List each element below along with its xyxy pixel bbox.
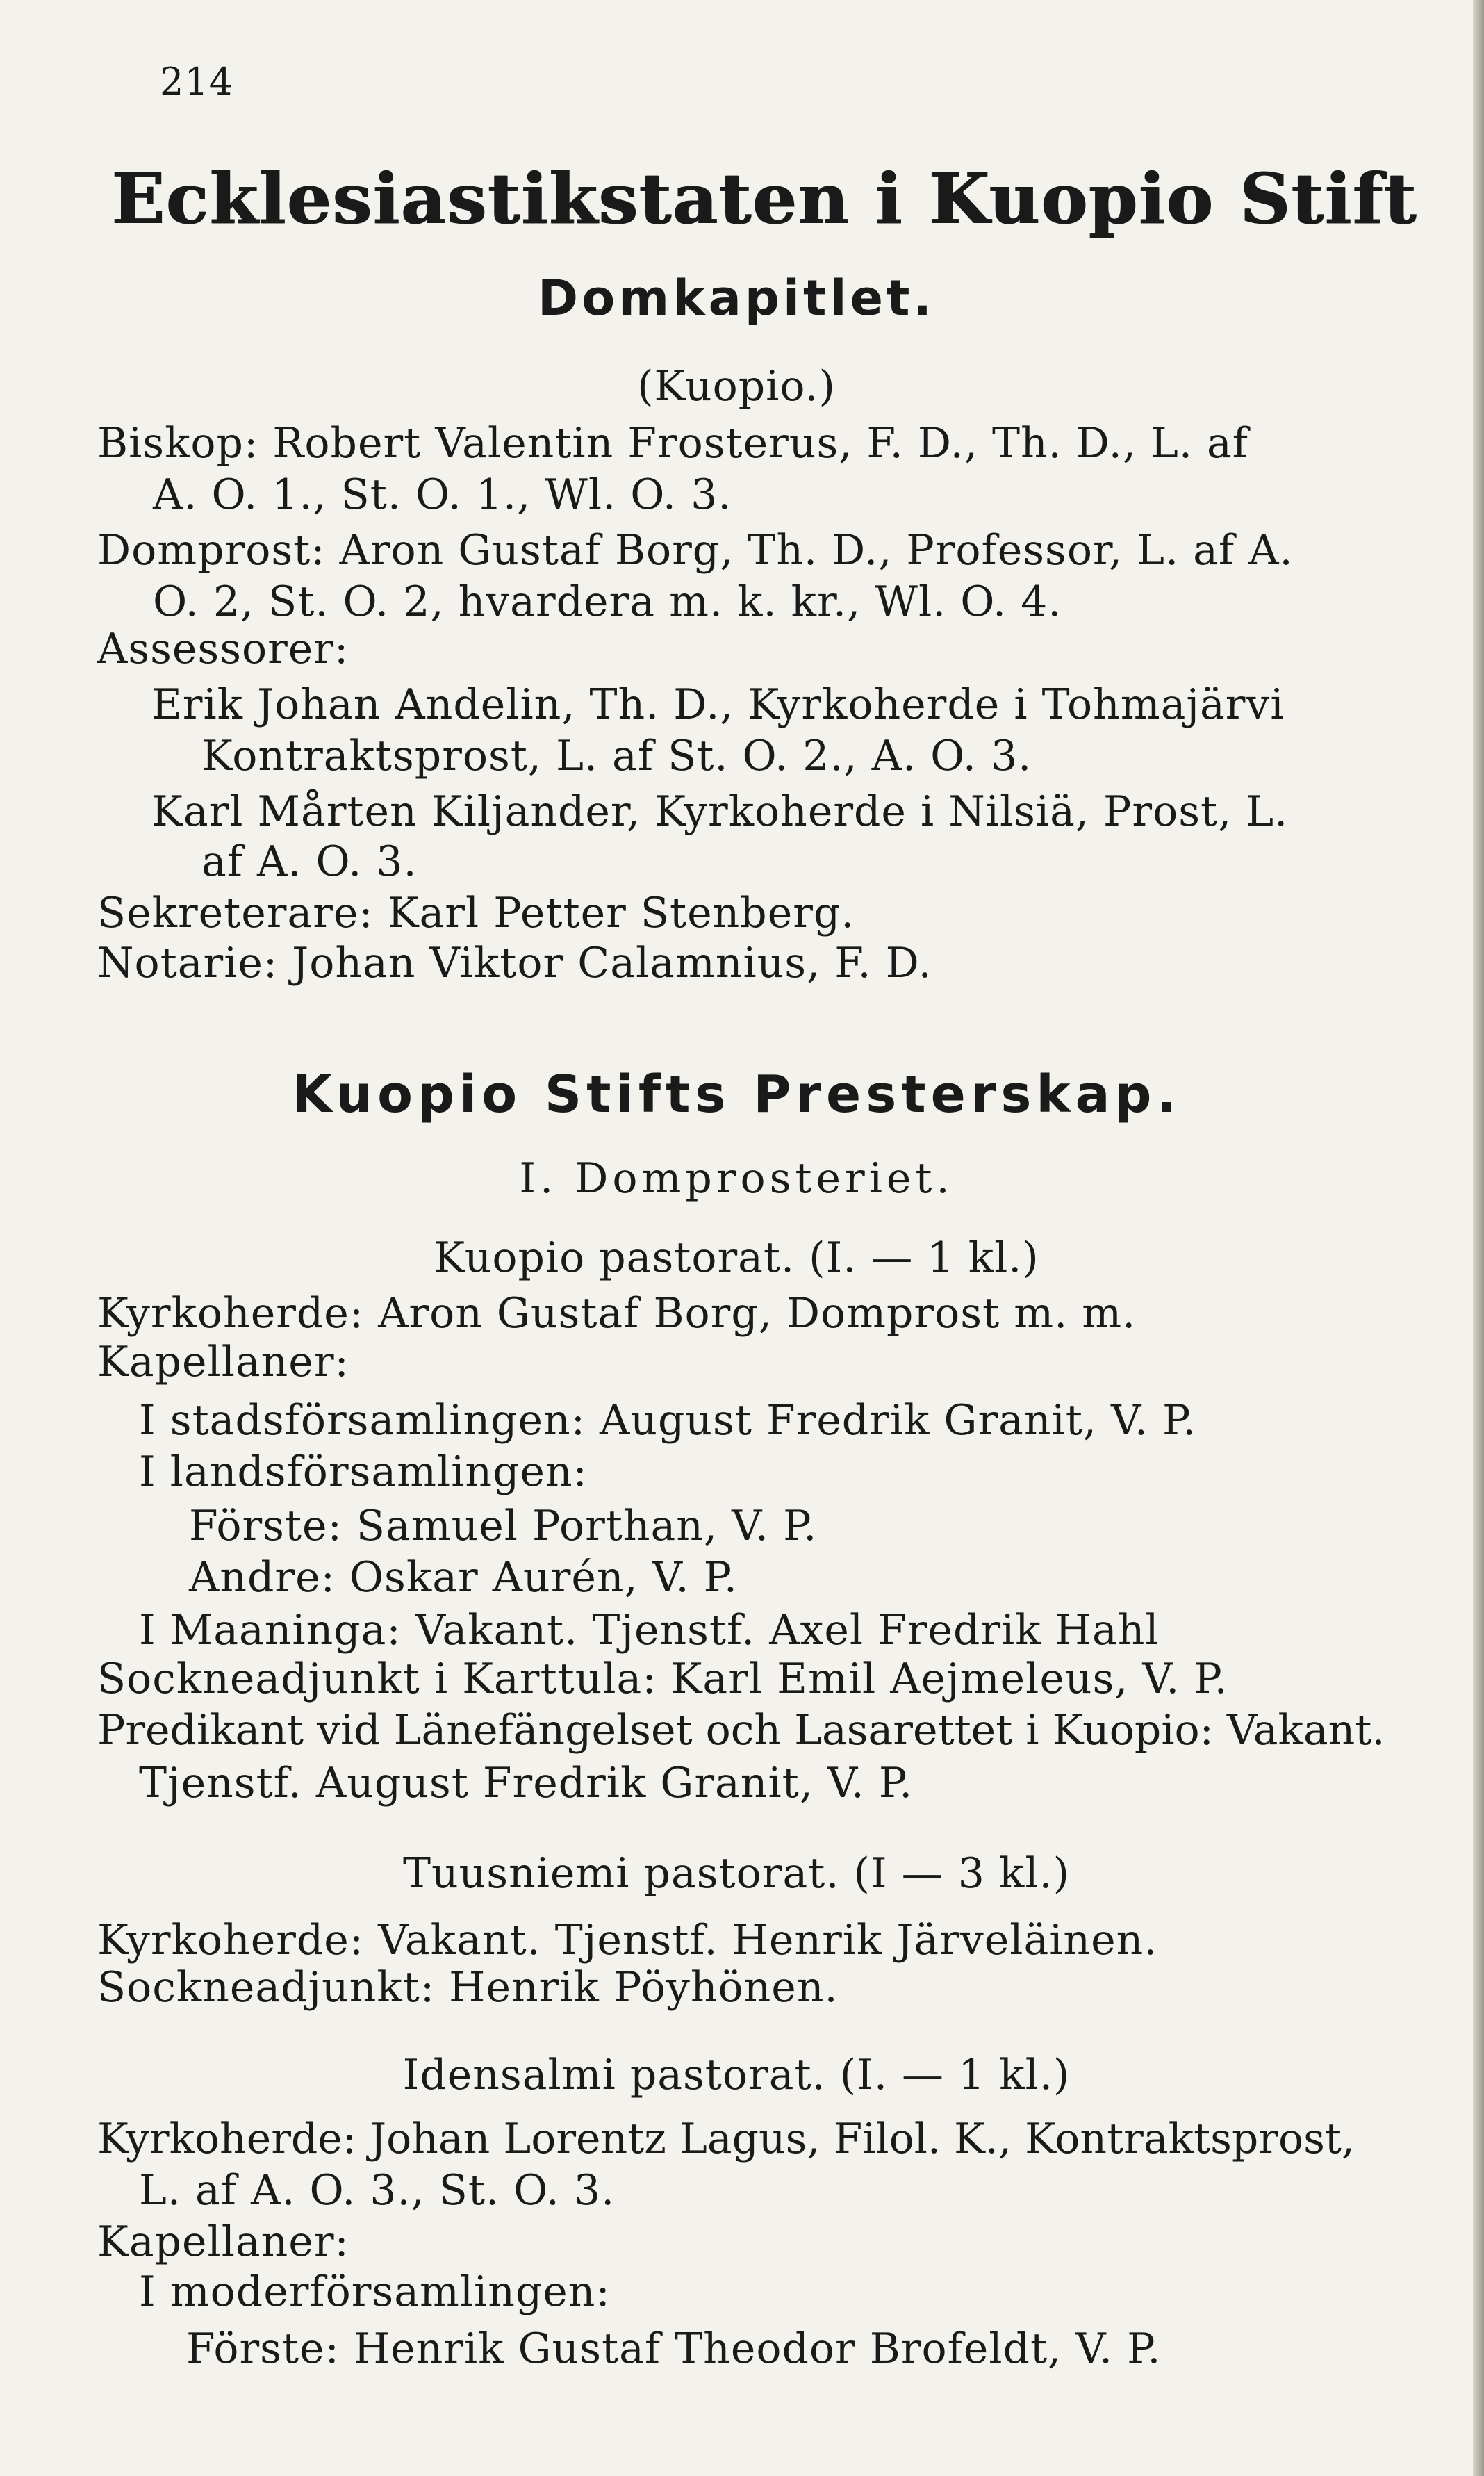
- idensalmi-line: Kapellaner:: [97, 2217, 349, 2266]
- domkapitlet-line: Sekreterare: Karl Petter Stenberg.: [97, 889, 855, 937]
- domkapitlet-line: Notarie: Johan Viktor Calamnius, F. D.: [97, 939, 932, 987]
- tuusniemi-line: Sockneadjunkt: Henrik Pöyhönen.: [97, 1963, 839, 2012]
- kuopio-line: Predikant vid Länefängelset och Lasarettet i Kuopio: Vakant.: [97, 1706, 1385, 1755]
- tuusniemi-line: Kyrkoherde: Vakant. Tjenstf. Henrik Järveläinen.: [97, 1916, 1158, 1965]
- presterskap-subheading: I. Domprosteriet.: [519, 1154, 954, 1203]
- kuopio-line: Andre: Oskar Aurén, V. P.: [189, 1553, 738, 1602]
- kuopio-line: I Maaninga: Vakant. Tjenstf. Axel Fredrik Hahl: [139, 1606, 1160, 1655]
- kuopio-line: Tjenstf. August Fredrik Granit, V. P.: [139, 1759, 914, 1807]
- page-title: Ecklesiastikstaten i Kuopio Stift: [111, 158, 1417, 240]
- kuopio-line: Kyrkoherde: Aron Gustaf Borg, Domprost m. m.: [97, 1289, 1137, 1338]
- kuopio-line: I landsförsamlingen:: [139, 1448, 588, 1496]
- domkapitlet-location: (Kuopio.): [637, 362, 836, 411]
- domkapitlet-line: A. O. 1., St. O. 1., Wl. O. 3.: [153, 470, 732, 519]
- idensalmi-line: Förste: Henrik Gustaf Theodor Brofeldt, V. P.: [186, 2325, 1162, 2373]
- domkapitlet-line: Erik Johan Andelin, Th. D., Kyrkoherde i Tohmajärvi: [151, 680, 1285, 729]
- domkapitlet-line: af A. O. 3.: [201, 837, 418, 886]
- kuopio-line: I stadsförsamlingen: August Fredrik Granit, V. P.: [139, 1396, 1197, 1445]
- idensalmi-line: Kyrkoherde: Johan Lorentz Lagus, Filol. K., Kontraktsprost,: [97, 2115, 1355, 2163]
- tuusniemi-pastorat-heading: Tuusniemi pastorat. (I — 3 kl.): [402, 1849, 1071, 1898]
- page-number: 214: [160, 60, 234, 104]
- domkapitlet-line: Domprost: Aron Gustaf Borg, Th. D., Professor, L. af A.: [97, 526, 1294, 575]
- domkapitlet-line: Kontraktsprost, L. af St. O. 2., A. O. 3.: [201, 732, 1032, 780]
- idensalmi-line: L. af A. O. 3., St. O. 3.: [139, 2166, 616, 2215]
- domkapitlet-line: Assessorer:: [97, 625, 349, 673]
- domkapitlet-line: O. 2, St. O. 2, hvardera m. k. kr., Wl. O. 4.: [153, 577, 1062, 626]
- domkapitlet-line: Biskop: Robert Valentin Frosterus, F. D., Th. D., L. af: [97, 419, 1248, 468]
- kuopio-line: Kapellaner:: [97, 1338, 349, 1386]
- kuopio-pastorat-heading: Kuopio pastorat. (I. — 1 kl.): [434, 1233, 1039, 1282]
- kuopio-line: Förste: Samuel Porthan, V. P.: [189, 1502, 818, 1550]
- presterskap-heading: Kuopio Stifts Presterskap.: [292, 1065, 1181, 1124]
- domkapitlet-heading: Domkapitlet.: [537, 270, 935, 327]
- page-edge: [1473, 0, 1484, 2476]
- idensalmi-pastorat-heading: Idensalmi pastorat. (I. — 1 kl.): [402, 2051, 1071, 2099]
- kuopio-line: Sockneadjunkt i Karttula: Karl Emil Aejmeleus, V. P.: [97, 1655, 1228, 1703]
- idensalmi-line: I moderförsamlingen:: [139, 2268, 611, 2316]
- domkapitlet-line: Karl Mårten Kiljander, Kyrkoherde i Nilsiä, Prost, L.: [151, 787, 1289, 836]
